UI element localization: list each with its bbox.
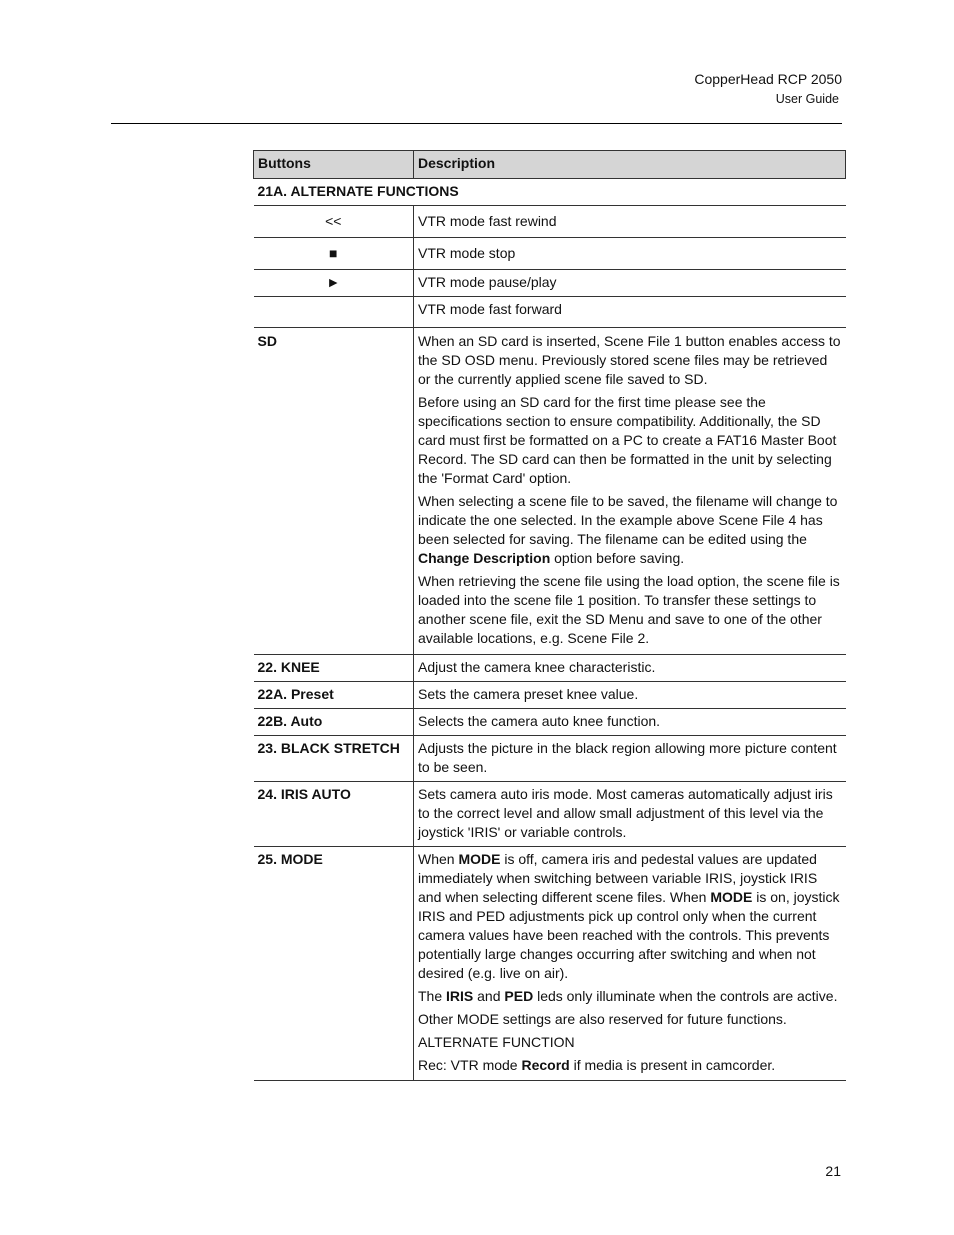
button-label-auto: 22B. Auto bbox=[254, 709, 414, 736]
header-product-name: CopperHead RCP 2050 bbox=[694, 71, 842, 87]
table-row-sd bbox=[254, 328, 846, 655]
sd-description bbox=[414, 328, 846, 655]
row-description: VTR mode pause/play bbox=[414, 270, 846, 297]
preset-description: Sets the camera preset knee value. bbox=[414, 682, 846, 709]
mode-p5-text-c: if media is present in camcorder. bbox=[569, 1057, 776, 1073]
section-title: 21A. ALTERNATE FUNCTIONS bbox=[254, 179, 846, 206]
section-row-alternate-functions bbox=[254, 179, 846, 206]
button-label-mode: 25. MODE bbox=[254, 847, 414, 1081]
mode-p2-emphasis-1: IRIS bbox=[446, 988, 474, 1004]
header-divider bbox=[111, 123, 842, 124]
mode-p2-text-e: leds only illuminate when the controls are active. bbox=[533, 988, 838, 1004]
mode-paragraph-4: ALTERNATE FUNCTION bbox=[418, 1034, 575, 1050]
play-icon: ► bbox=[254, 270, 414, 297]
mode-p1-text-c: is off, camera iris and pedestal values are updated immediately when switching between variable IRIS, joystick IRIS and when selecting different scene files. When bbox=[418, 851, 818, 905]
mode-p1-emphasis-1: MODE bbox=[458, 851, 501, 867]
table-row bbox=[254, 206, 846, 238]
mode-p2-text-a: The bbox=[418, 988, 447, 1004]
page-number: 21 bbox=[825, 1163, 841, 1179]
stop-icon: ■ bbox=[254, 238, 414, 270]
table-row-preset bbox=[254, 682, 846, 709]
button-label-sd: SD bbox=[254, 328, 414, 655]
sd-paragraph-4: When retrieving the scene file using the load option, the scene file is loaded into the scene file 1 position. To transfer these settings to another scene file, exit the SD Menu and save to one of the other available locations, e.g. Scene File 2. bbox=[418, 573, 840, 646]
mode-p5-emphasis: Record bbox=[521, 1057, 570, 1073]
column-header-buttons: Buttons bbox=[254, 151, 414, 179]
button-label-iris-auto: 24. IRIS AUTO bbox=[254, 782, 414, 847]
auto-description: Selects the camera auto knee function. bbox=[414, 709, 846, 736]
row-description: VTR mode stop bbox=[414, 238, 846, 270]
sd-paragraph-1: When an SD card is inserted, Scene File 1 button enables access to the SD OSD menu. Previously stored scene files may be retrieved or the currently applied scene file saved to SD. bbox=[418, 333, 841, 387]
table-row-black-stretch bbox=[254, 736, 846, 782]
header-document-type: User Guide bbox=[775, 92, 839, 106]
rewind-icon: << bbox=[254, 206, 414, 238]
table-row-mode bbox=[254, 847, 846, 1081]
mode-p5-text-a: Rec: VTR mode bbox=[418, 1057, 522, 1073]
button-label-preset: 22A. Preset bbox=[254, 682, 414, 709]
sd-paragraph-3-text-end: option before saving. bbox=[550, 550, 685, 566]
mode-paragraph-2 bbox=[418, 987, 842, 1006]
sd-paragraph-3-emphasis: Change Description bbox=[418, 550, 551, 566]
row-description: VTR mode fast forward bbox=[414, 297, 846, 328]
mode-p1-text-a: When bbox=[418, 851, 459, 867]
button-label-knee: 22. KNEE bbox=[254, 655, 414, 682]
table-row bbox=[254, 297, 846, 328]
mode-paragraph-5 bbox=[418, 1056, 842, 1075]
mode-paragraph-1 bbox=[418, 850, 842, 983]
mode-p2-text-c: and bbox=[473, 988, 505, 1004]
black-stretch-description: Adjusts the picture in the black region allowing more picture content to be seen. bbox=[414, 736, 846, 782]
button-label-black-stretch: 23. BLACK STRETCH bbox=[254, 736, 414, 782]
column-header-description: Description bbox=[414, 151, 846, 179]
fast-forward-icon bbox=[254, 297, 414, 328]
table-row-knee bbox=[254, 655, 846, 682]
sd-paragraph-3 bbox=[418, 492, 842, 568]
mode-p2-emphasis-2: PED bbox=[504, 988, 534, 1004]
mode-description bbox=[414, 847, 846, 1081]
mode-p1-emphasis-2: MODE bbox=[710, 889, 753, 905]
mode-paragraph-3: Other MODE settings are also reserved for future functions. bbox=[418, 1011, 787, 1027]
table-row bbox=[254, 270, 846, 297]
knee-description: Adjust the camera knee characteristic. bbox=[414, 655, 846, 682]
table-header-row bbox=[254, 151, 846, 179]
sd-paragraph-2: Before using an SD card for the first time please see the specifications section to ensure compatibility. Additionally, the SD card must first be formatted on a PC to create a FAT16 Master Boot Record. The SD card can then be formatted in the unit by selecting the 'Format Card' option. bbox=[418, 394, 837, 486]
row-description: VTR mode fast rewind bbox=[414, 206, 846, 238]
table-row-auto bbox=[254, 709, 846, 736]
buttons-table bbox=[253, 150, 846, 1081]
table-row-iris-auto bbox=[254, 782, 846, 847]
iris-auto-description: Sets camera auto iris mode. Most cameras automatically adjust iris to the correct level and allow small adjustment of this level via the joystick 'IRIS' or variable controls. bbox=[414, 782, 846, 847]
table-row bbox=[254, 238, 846, 270]
mode-p1-text-e: is on, joystick IRIS and PED adjustments pick up control only when the current camera values have been reached with the controls. This prevents potentially large changes occurring after switching and when not desired (e.g. live on air). bbox=[418, 889, 840, 981]
sd-paragraph-3-text: When selecting a scene file to be saved, the filename will change to indicate the one selected. In the example above Scene File 4 has been selected for saving. The filename can be edited using the bbox=[418, 493, 838, 547]
